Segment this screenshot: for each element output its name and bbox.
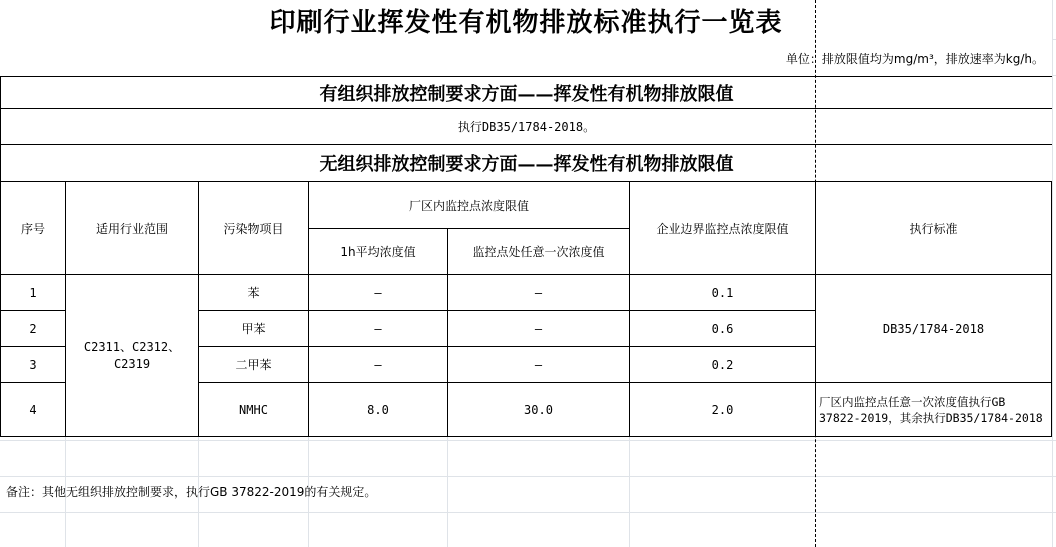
header-plant-group: 厂区内监控点浓度限值 xyxy=(309,182,630,229)
row2-avg-1h: — xyxy=(309,311,448,347)
row4-pollutant: NMHC xyxy=(199,383,309,437)
organized-section-heading: 有组织排放控制要求方面——挥发性有机物排放限值 xyxy=(0,76,1052,109)
row1-avg-1h: — xyxy=(309,275,448,311)
row4-boundary: 2.0 xyxy=(630,383,816,437)
row4-avg-1h: 8.0 xyxy=(309,383,448,437)
header-boundary: 企业边界监控点浓度限值 xyxy=(630,182,816,275)
row2-any-once: — xyxy=(448,311,630,347)
header-avg-1h: 1h平均浓度值 xyxy=(309,229,448,275)
footnote: 备注：其他无组织排放控制要求，执行GB 37822-2019的有关规定。 xyxy=(6,484,377,499)
print-area-boundary xyxy=(815,0,816,547)
header-pollutant: 污染物项目 xyxy=(199,182,309,275)
unit-note: 单位：排放限值均为mg/m³，排放速率为kg/h。 xyxy=(0,40,1052,76)
header-standard: 执行标准 xyxy=(816,182,1052,275)
row2-pollutant: 甲苯 xyxy=(199,311,309,347)
row3-seq: 3 xyxy=(0,347,66,383)
header-any-once: 监控点处任意一次浓度值 xyxy=(448,229,630,275)
unorganized-section-heading: 无组织排放控制要求方面——挥发性有机物排放限值 xyxy=(0,145,1052,182)
standard-row-4: 厂区内监控点任意一次浓度值执行GB 37822-2019，其余执行DB35/1784-2018 xyxy=(816,383,1052,437)
row1-pollutant: 苯 xyxy=(199,275,309,311)
header-industry: 适用行业范围 xyxy=(66,182,199,275)
page-title: 印刷行业挥发性有机物排放标准执行一览表 xyxy=(0,0,1052,40)
row3-pollutant: 二甲苯 xyxy=(199,347,309,383)
row1-seq: 1 xyxy=(0,275,66,311)
organized-standard-note: 执行DB35/1784-2018。 xyxy=(0,109,1052,145)
row3-boundary: 0.2 xyxy=(630,347,816,383)
row1-any-once: — xyxy=(448,275,630,311)
standard-rows-1-3: DB35/1784-2018 xyxy=(816,275,1052,383)
row4-seq: 4 xyxy=(0,383,66,437)
row3-avg-1h: — xyxy=(309,347,448,383)
header-seq: 序号 xyxy=(0,182,66,275)
row2-boundary: 0.6 xyxy=(630,311,816,347)
row2-seq: 2 xyxy=(0,311,66,347)
row1-boundary: 0.1 xyxy=(630,275,816,311)
row3-any-once: — xyxy=(448,347,630,383)
industry-scope: C2311、C2312、C2319 xyxy=(66,275,199,437)
row4-any-once: 30.0 xyxy=(448,383,630,437)
